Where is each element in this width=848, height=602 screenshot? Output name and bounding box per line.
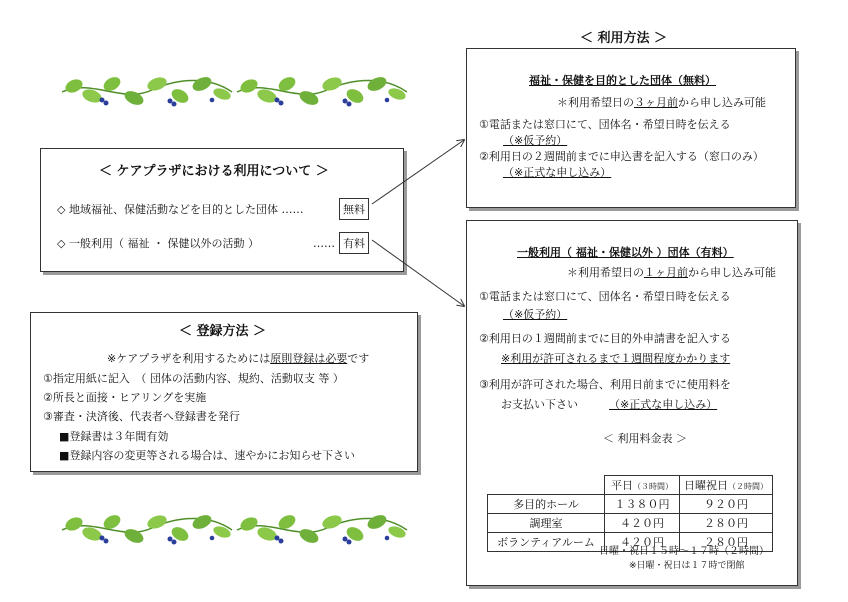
fee-holiday-value: ２８０円 xyxy=(680,533,773,552)
fee-weekday-value: ４２０円 xyxy=(605,533,680,552)
paid-step-3-b: お支払い下さい xyxy=(501,398,578,411)
paid-usage-row-label: ◇ 一般利用（ 福祉 ・ 保健以外の活動 ） xyxy=(57,237,259,250)
paid-group-note: ＊利用希望日の１ヶ月前から申し込み可能 xyxy=(567,266,776,279)
free-usage-row-label: ◇ 地域福祉、保健活動などを目的とした団体 …… xyxy=(57,203,304,216)
free-step-2-sub: （※正式な申し込み） xyxy=(503,166,612,179)
free-step-2: ②利用日の２週間前までに申込書を記入する（窓口のみ） xyxy=(479,150,764,163)
paid-group-title: 一般利用（ 福祉・保健以外 ）団体（有料） xyxy=(517,246,734,259)
paid-step-2: ②利用日の１週間前までに目的外申請書を記入する xyxy=(479,332,731,345)
registration-title: ＜ 登録方法 ＞ xyxy=(179,324,267,339)
paid-step-3: ③利用が許可された場合、利用日前までに使用料を xyxy=(479,378,731,391)
fee-room-name: 調理室 xyxy=(488,514,605,533)
paid-step-1: ①電話または窓口にて、団体名・希望日時を伝える xyxy=(479,290,731,303)
arrow-to-paid-box xyxy=(372,240,464,306)
paid-tag: 有料 xyxy=(339,232,369,254)
fee-col-weekday: 平日（３時間） xyxy=(605,476,680,495)
paid-step-1-sub: （※仮予約） xyxy=(503,308,568,321)
paid-usage-row-dots: …… xyxy=(313,237,335,250)
registration-note: ※ケアプラザを利用するためには原則登録は必要です xyxy=(107,352,370,365)
usage-method-heading: ＜ 利用方法 ＞ xyxy=(580,31,668,46)
arrow-to-free-box xyxy=(372,140,464,204)
free-group-title: 福祉・保健を目的とした団体（無料） xyxy=(529,74,716,87)
fee-holiday-value: ９２０円 xyxy=(680,495,773,514)
paid-step-2-sub: ※利用が許可されるまで１週間程度かかります xyxy=(501,352,731,365)
registration-step-1: ①指定用紙に記入 （ 団体の活動内容、規約、活動収支 等 ） xyxy=(43,372,344,385)
fee-room-name: 多目的ホール xyxy=(488,495,605,514)
registration-bullet-2: ■登録内容の変更等される場合は、速やかにお知らせ下さい xyxy=(59,449,356,462)
registration-bullet-1: ■登録書は３年間有効 xyxy=(59,430,169,443)
free-group-note: ＊利用希望日の３ヶ月前から申し込み可能 xyxy=(557,96,766,109)
care-plaza-title: ＜ ケアプラザにおける利用について ＞ xyxy=(99,164,329,179)
fee-col-holiday: 日曜祝日（２時間） xyxy=(680,476,773,495)
fee-footnote-2: ※日曜・祝日は１７時で閉館 xyxy=(629,561,745,571)
fee-weekday-value: ４２０円 xyxy=(605,514,680,533)
fee-table-title: ＜ 利用料金表 ＞ xyxy=(603,432,687,445)
free-tag: 無料 xyxy=(339,198,369,220)
fee-weekday-value: １３８０円 xyxy=(605,495,680,514)
fee-footnote-1: 日曜・祝日１５時～１７時（２時間） xyxy=(599,546,769,557)
paid-step-3-sub: （※正式な申し込み） xyxy=(609,398,718,411)
registration-step-3: ③審査・決済後、代表者へ登録書を発行 xyxy=(43,410,240,423)
free-step-1-sub: （※仮予約） xyxy=(503,134,568,147)
free-step-1: ①電話または窓口にて、団体名・希望日時を伝える xyxy=(479,118,731,131)
registration-step-2: ②所長と面接・ヒアリングを実施 xyxy=(43,391,207,404)
fee-holiday-value: ２８０円 xyxy=(680,514,773,533)
fee-room-name: ボランティアルーム xyxy=(488,533,605,552)
